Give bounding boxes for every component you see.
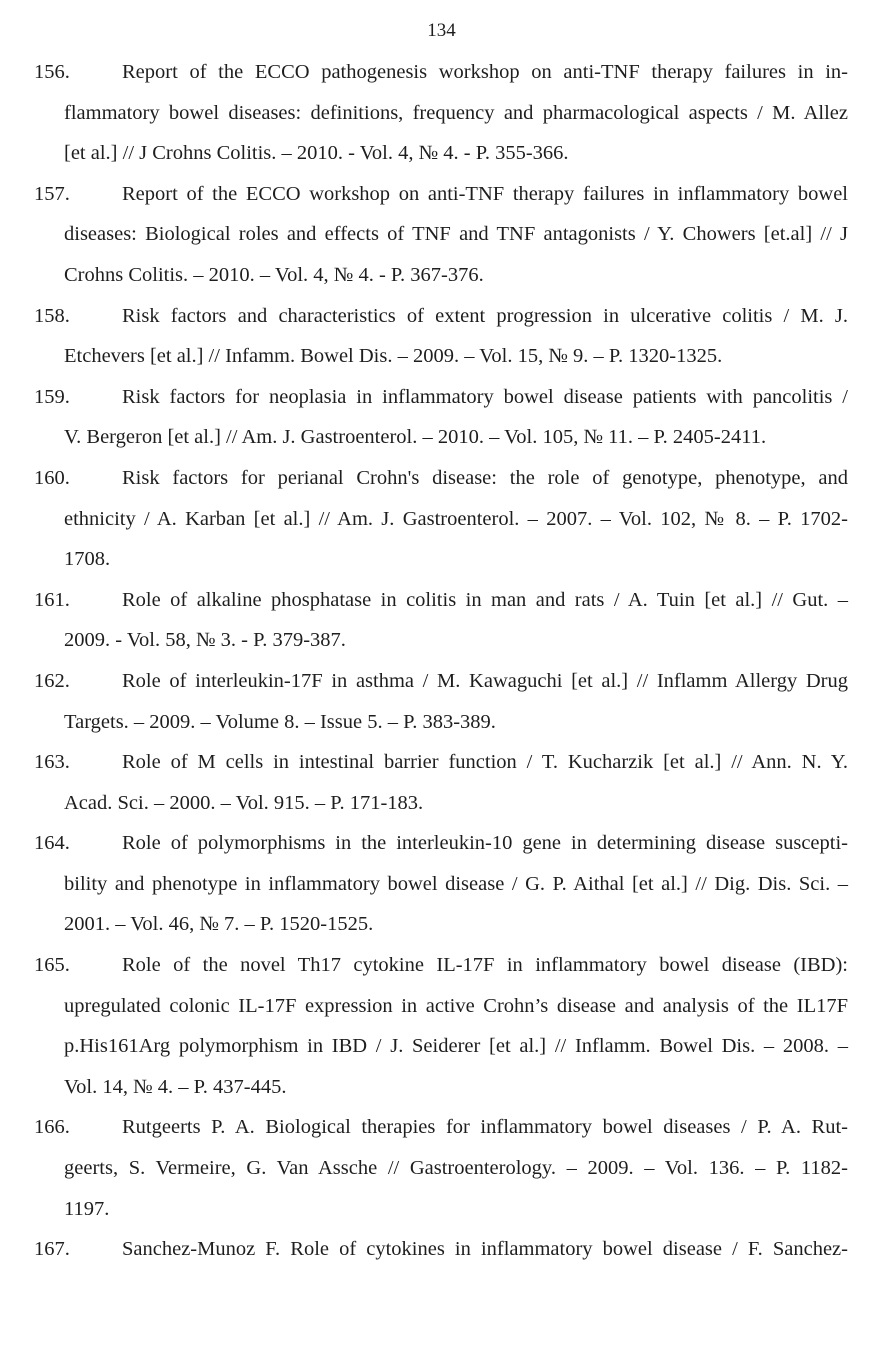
reference-number: 165. [34,954,70,977]
reference-first-line [34,377,848,418]
reference-continuation-line [34,255,848,296]
reference-entry [34,1229,848,1270]
reference-number: 160. [34,466,70,489]
reference-first-line [34,1107,848,1148]
reference-text-line: 1708. [64,548,111,571]
reference-number: 157. [34,182,70,205]
reference-number: 158. [34,304,70,327]
reference-continuation-line [34,864,848,905]
reference-continuation-line [34,620,848,661]
reference-number: 164. [34,832,70,855]
reference-text-line: Role of M cells in intestinal barrier function / T. Kucharzik [et al.] // Ann. N. Y. [122,751,848,774]
reference-text-line: Sanchez-Munoz F. Role of cytokines in inflammatory bowel disease / F. Sanchez- [122,1238,848,1261]
reference-continuation-line [34,93,848,134]
reference-text-line: Risk factors and characteristics of extent progression in ulcerative colitis / M. J. [122,304,848,327]
reference-number: 163. [34,751,70,774]
reference-continuation-line [34,336,848,377]
reference-text-line: Targets. – 2009. – Volume 8. – Issue 5. – P. 383-389. [64,710,496,733]
reference-continuation-line [34,904,848,945]
reference-first-line [34,296,848,337]
page-number: 134 [427,20,456,41]
reference-text-line: 2001. – Vol. 46, № 7. – P. 1520-1525. [64,913,374,936]
reference-number: 162. [34,669,70,692]
reference-continuation-line [34,499,848,540]
reference-text-line: Role of interleukin-17F in asthma / M. Kawaguchi [et al.] // Inflamm Allergy Drug [122,669,848,692]
reference-continuation-line [34,1067,848,1108]
reference-text-line: geerts, S. Vermeire, G. Van Assche // Gastroenterology. – 2009. – Vol. 136. – P. 1182- [64,1157,848,1180]
reference-text-line: bility and phenotype in inflammatory bowel disease / G. P. Aithal [et al.] // Dig. Dis. Sci. – [64,872,848,895]
reference-number: 167. [34,1238,70,1261]
reference-number: 166. [34,1116,70,1139]
reference-first-line [34,742,848,783]
reference-text-line: V. Bergeron [et al.] // Am. J. Gastroenterol. – 2010. – Vol. 105, № 11. – P. 2405-2411. [64,426,767,449]
reference-continuation-line [34,539,848,580]
reference-continuation-line [34,1026,848,1067]
reference-continuation-line [34,1189,848,1230]
reference-text-line: Role of the novel Th17 cytokine IL-17F in inflammatory bowel disease (IBD): [122,954,848,977]
reference-entry [34,945,848,1107]
reference-entry [34,458,848,580]
reference-first-line [34,580,848,621]
reference-entry [34,661,848,742]
reference-first-line [34,52,848,93]
reference-list [34,52,848,1270]
reference-entry [34,377,848,458]
reference-first-line [34,945,848,986]
reference-continuation-line [34,783,848,824]
reference-entry [34,742,848,823]
reference-number: 161. [34,588,70,611]
reference-continuation-line [34,214,848,255]
reference-entry [34,580,848,661]
reference-continuation-line [34,1148,848,1189]
reference-text-line: 2009. - Vol. 58, № 3. - P. 379-387. [64,629,346,652]
reference-first-line [34,823,848,864]
reference-entry [34,823,848,945]
reference-number: 156. [34,61,70,83]
reference-continuation-line [34,417,848,458]
reference-entry [34,174,848,296]
reference-text-line: [et al.] // J Crohns Colitis. – 2010. - Vol. 4, № 4. - P. 355-366. [64,142,569,165]
reference-continuation-line [34,986,848,1027]
reference-first-line [34,661,848,702]
reference-text-line: Etchevers [et al.] // Infamm. Bowel Dis. – 2009. – Vol. 15, № 9. – P. 1320-1325. [64,345,723,368]
reference-first-line [34,174,848,215]
reference-text-line: Report of the ECCO workshop on anti-TNF therapy failures in inflammatory bowel [122,182,848,205]
reference-entry [34,296,848,377]
reference-text-line: Risk factors for neoplasia in inflammatory bowel disease patients with pancolitis / [122,385,848,408]
reference-number: 159. [34,385,70,408]
reference-text-line: Risk factors for perianal Crohn's disease: the role of genotype, phenotype, and [122,466,848,489]
reference-text-line: flammatory bowel diseases: definitions, frequency and pharmacological aspects / M. Allez [64,101,848,124]
reference-text-line: Role of polymorphisms in the interleukin-10 gene in determining disease suscepti- [122,832,848,855]
reference-entry [34,52,848,174]
reference-text-line: Role of alkaline phosphatase in colitis in man and rats / A. Tuin [et al.] // Gut. – [122,588,848,611]
reference-continuation-line [34,133,848,174]
reference-text-line: p.His161Arg polymorphism in IBD / J. Seiderer [et al.] // Inflamm. Bowel Dis. – 2008. – [64,1035,848,1058]
reference-text-line: Report of the ECCO pathogenesis workshop on anti-TNF therapy failures in in- [122,61,848,83]
reference-text-line: ethnicity / A. Karban [et al.] // Am. J. Gastroenterol. – 2007. – Vol. 102, № 8. – P. 1702- [64,507,848,530]
reference-entry [34,1107,848,1229]
reference-first-line [34,1229,848,1270]
reference-text-line: Rutgeerts P. A. Biological therapies for inflammatory bowel diseases / P. A. Rut- [122,1116,848,1139]
reference-text-line: diseases: Biological roles and effects of TNF and TNF antagonists / Y. Chowers [et.al] // J [64,223,848,246]
reference-first-line [34,458,848,499]
reference-continuation-line [34,702,848,743]
reference-text-line: Crohns Colitis. – 2010. – Vol. 4, № 4. - P. 367-376. [64,263,484,286]
reference-text-line: upregulated colonic IL-17F expression in active Crohn’s disease and analysis of the IL17F [64,994,848,1017]
reference-text-line: Vol. 14, № 4. – P. 437-445. [64,1075,287,1098]
reference-text-line: 1197. [64,1197,110,1220]
reference-text-line: Acad. Sci. – 2000. – Vol. 915. – P. 171-183. [64,791,424,814]
